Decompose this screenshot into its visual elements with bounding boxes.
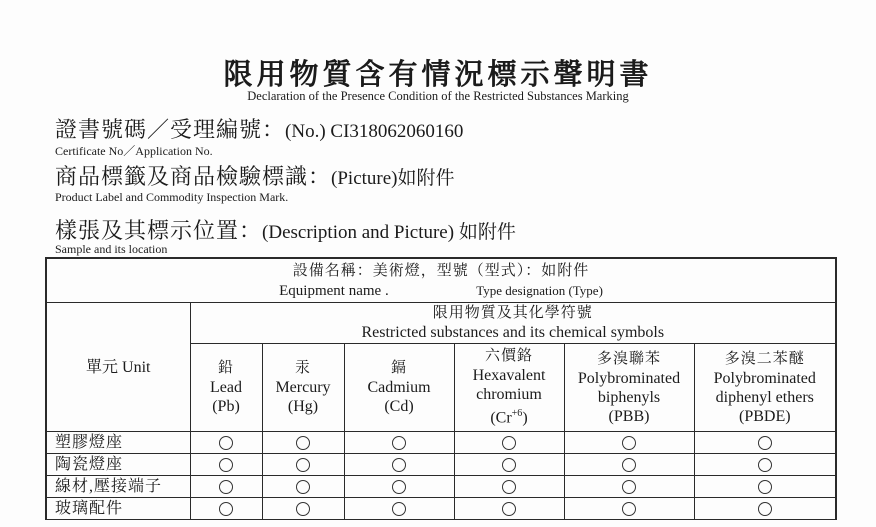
page-title: 限用物質含有情況標示聲明書 [223,59,653,91]
presence-mark-cell [694,432,836,454]
not-exceeding-mark [758,480,772,494]
presence-mark-cell [344,432,454,454]
restricted-header-en: Restricted substances and its chemical symbols [361,324,665,341]
unit-cell: 線材,壓接端子 [46,476,190,498]
substance-name-zh: 鎘 [390,360,407,376]
not-exceeding-mark [502,436,516,450]
sample-row [55,214,516,245]
presence-mark-cell [262,476,344,498]
certificate-row [55,113,463,144]
presence-mark-cell [564,432,694,454]
restricted-substances-table [45,257,835,520]
presence-mark-cell [262,454,344,476]
substance-name-en: Mercury [275,379,331,396]
certificate-label-en: Certificate No／Application No. [55,144,213,158]
not-exceeding-mark [219,480,233,494]
not-exceeding-mark [392,502,406,516]
presence-mark-cell [190,432,262,454]
substance-header [262,344,344,432]
not-exceeding-mark [758,436,772,450]
sample-label-en: Sample and its location [55,242,168,256]
product-label-label-en: Product Label and Commodity Inspection Mark. [55,190,289,204]
presence-mark-cell [564,476,694,498]
presence-mark-cell [454,498,564,520]
not-exceeding-mark [622,480,636,494]
table-row [46,476,836,498]
presence-mark-cell [344,498,454,520]
unit-cell: 陶瓷燈座 [46,454,190,476]
not-exceeding-mark [392,458,406,472]
unit-header: 單元 Unit [46,303,190,432]
type-designation-label: Type designation (Type) [476,282,603,298]
substance-name-en: Hexavalent chromium [472,367,546,404]
not-exceeding-mark [296,502,310,516]
page-subtitle: Declaration of the Presence Condition of the Restricted Substances Marking [247,89,629,103]
presence-mark-cell [190,454,262,476]
restricted-header [190,303,836,344]
table-row [46,432,836,454]
not-exceeding-mark [622,502,636,516]
presence-mark-cell [564,498,694,520]
substance-name-en: Polybrominated biphenyls [577,369,681,406]
equipment-name-zh: 設備名稱：美術燈，型號（型式）：如附件 [292,262,590,279]
table-row [46,454,836,476]
not-exceeding-mark [622,458,636,472]
product-label-row [55,160,455,191]
not-exceeding-mark [219,458,233,472]
substance-name-zh: 汞 [294,360,311,376]
restricted-header-zh: 限用物質及其化學符號 [432,305,593,321]
sample-value: (Description and Picture) 如附件 [262,222,516,243]
presence-mark-cell [564,454,694,476]
certificate-value: (No.) CI318062060160 [285,121,464,142]
sample-label: 樣張及其標示位置： [55,218,263,243]
not-exceeding-mark [219,502,233,516]
presence-mark-cell [454,476,564,498]
not-exceeding-mark [296,458,310,472]
not-exceeding-mark [622,436,636,450]
not-exceeding-mark [392,480,406,494]
equipment-name-label: Equipment name . [279,282,389,299]
presence-mark-cell [262,432,344,454]
presence-mark-cell [694,454,836,476]
substance-symbol: (Cd) [384,398,414,415]
not-exceeding-mark [502,502,516,516]
substance-header [564,344,694,432]
substance-name-en: Lead [210,379,242,396]
substance-symbol: (Pb) [212,398,240,415]
equipment-cell [46,258,836,303]
presence-mark-cell [694,476,836,498]
presence-mark-cell [454,454,564,476]
substance-name-zh: 鉛 [217,360,234,376]
presence-mark-cell [344,454,454,476]
substance-name-en: Cadmium [367,379,431,396]
presence-mark-cell [694,498,836,520]
substance-name-zh: 多溴聯苯 [596,350,661,367]
substance-header [190,344,262,432]
substance-symbol: $(Cr^{+6})$ [490,408,528,427]
product-label-value: (Picture)如附件 [331,168,455,189]
presence-mark-cell [262,498,344,520]
equipment-name-en [47,281,835,301]
certificate-label: 證書號碼／受理編號： [55,117,286,142]
product-label-label: 商品標籤及商品檢驗標識： [55,164,332,189]
substance-header [694,344,836,432]
substance-symbol: (PBDE) [738,407,791,425]
presence-mark-cell [454,432,564,454]
presence-mark-cell [344,476,454,498]
substance-symbol: (Hg) [287,398,319,415]
substance-name-en: Polybrominated diphenyl ethers [713,369,816,406]
not-exceeding-mark [758,502,772,516]
substance-symbol: (PBB) [608,407,650,425]
substance-name-zh: 多溴二苯醚 [724,350,805,367]
table-row [46,498,836,520]
unit-cell: 玻璃配件 [46,498,190,520]
not-exceeding-mark [502,458,516,472]
presence-mark-cell [190,476,262,498]
unit-cell: 塑膠燈座 [46,432,190,454]
not-exceeding-mark [296,436,310,450]
not-exceeding-mark [758,458,772,472]
substance-name-zh: 六價鉻 [484,348,533,365]
not-exceeding-mark [219,436,233,450]
presence-mark-cell [190,498,262,520]
not-exceeding-mark [296,480,310,494]
substance-header [454,344,564,432]
not-exceeding-mark [392,436,406,450]
substance-header [344,344,454,432]
not-exceeding-mark [502,480,516,494]
